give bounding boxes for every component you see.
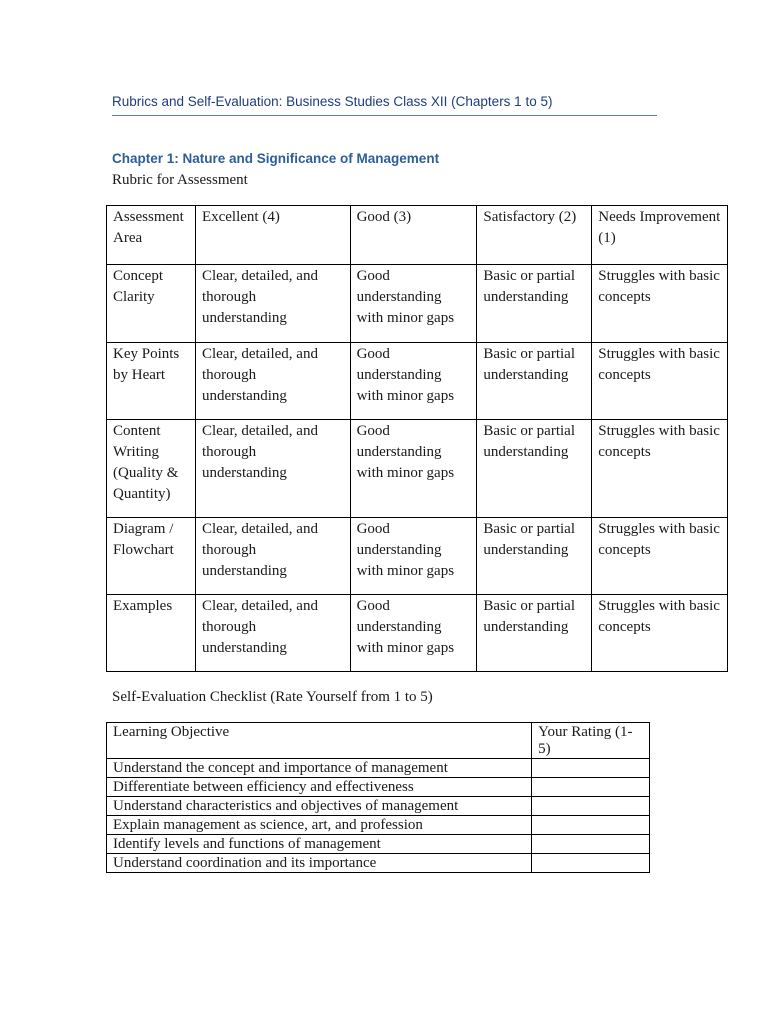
self-evaluation-table — [106, 722, 650, 873]
rubric-header-cell: Excellent (4) — [195, 206, 350, 265]
rubric-cell: Clear, detailed, and thorough understanding — [195, 518, 350, 595]
rubric-header-cell: Good (3) — [350, 206, 477, 265]
rubric-row — [107, 265, 728, 343]
rubric-row — [107, 420, 728, 518]
rubric-cell: Good understanding with minor gaps — [350, 420, 477, 518]
rubric-cell: Struggles with basic concepts — [592, 265, 728, 343]
rubric-cell-area: Key Points by Heart — [107, 343, 196, 420]
rating-cell[interactable] — [532, 778, 650, 797]
rating-cell[interactable] — [532, 835, 650, 854]
rubric-row — [107, 518, 728, 595]
rating-cell[interactable] — [532, 797, 650, 816]
checklist-row — [107, 835, 650, 854]
rubric-cell: Basic or partial understanding — [477, 595, 592, 672]
learning-objective: Differentiate between efficiency and effectiveness — [107, 778, 532, 797]
rubric-subheading: Rubric for Assessment — [112, 172, 248, 188]
rubric-cell: Basic or partial understanding — [477, 518, 592, 595]
checklist-row — [107, 854, 650, 873]
learning-objective: Explain management as science, art, and profession — [107, 816, 532, 835]
rating-cell[interactable] — [532, 854, 650, 873]
rubric-cell: Good understanding with minor gaps — [350, 265, 477, 343]
document-title: Rubrics and Self-Evaluation: Business Studies Class XII (Chapters 1 to 5) — [112, 94, 657, 116]
checklist-header-cell: Your Rating (1-5) — [532, 723, 650, 759]
rubric-cell: Basic or partial understanding — [477, 343, 592, 420]
rubric-cell: Clear, detailed, and thorough understanding — [195, 595, 350, 672]
checklist-row — [107, 778, 650, 797]
rubric-cell: Good understanding with minor gaps — [350, 518, 477, 595]
learning-objective: Understand the concept and importance of management — [107, 759, 532, 778]
rubric-cell: Struggles with basic concepts — [592, 518, 728, 595]
checklist-header-row — [107, 723, 650, 759]
rubric-cell-area: Diagram / Flowchart — [107, 518, 196, 595]
rubric-row — [107, 595, 728, 672]
rubric-cell: Basic or partial understanding — [477, 265, 592, 343]
rubric-header-cell: Assessment Area — [107, 206, 196, 265]
checklist-row — [107, 797, 650, 816]
rubric-row — [107, 343, 728, 420]
rubric-cell-area: Concept Clarity — [107, 265, 196, 343]
rubric-header-cell: Satisfactory (2) — [477, 206, 592, 265]
rating-cell[interactable] — [532, 759, 650, 778]
rubric-cell: Good understanding with minor gaps — [350, 343, 477, 420]
learning-objective: Understand coordination and its importance — [107, 854, 532, 873]
rubric-cell: Struggles with basic concepts — [592, 420, 728, 518]
checklist-header-cell: Learning Objective — [107, 723, 532, 759]
learning-objective: Understand characteristics and objectives of management — [107, 797, 532, 816]
rubric-header-cell: Needs Improvement (1) — [592, 206, 728, 265]
learning-objective: Identify levels and functions of management — [107, 835, 532, 854]
rubric-cell: Clear, detailed, and thorough understanding — [195, 420, 350, 518]
rubric-cell: Struggles with basic concepts — [592, 343, 728, 420]
rating-cell[interactable] — [532, 816, 650, 835]
rubric-table — [106, 205, 728, 672]
checklist-row — [107, 759, 650, 778]
rubric-cell-area: Examples — [107, 595, 196, 672]
rubric-cell: Good understanding with minor gaps — [350, 595, 477, 672]
rubric-cell: Clear, detailed, and thorough understanding — [195, 265, 350, 343]
rubric-cell: Clear, detailed, and thorough understanding — [195, 343, 350, 420]
rubric-cell: Struggles with basic concepts — [592, 595, 728, 672]
rubric-header-row — [107, 206, 728, 265]
chapter-heading: Chapter 1: Nature and Significance of Management — [112, 151, 440, 166]
rubric-cell-area: Content Writing (Quality & Quantity) — [107, 420, 196, 518]
checklist-caption: Self-Evaluation Checklist (Rate Yourself from 1 to 5) — [112, 689, 433, 705]
checklist-row — [107, 816, 650, 835]
rubric-cell: Basic or partial understanding — [477, 420, 592, 518]
